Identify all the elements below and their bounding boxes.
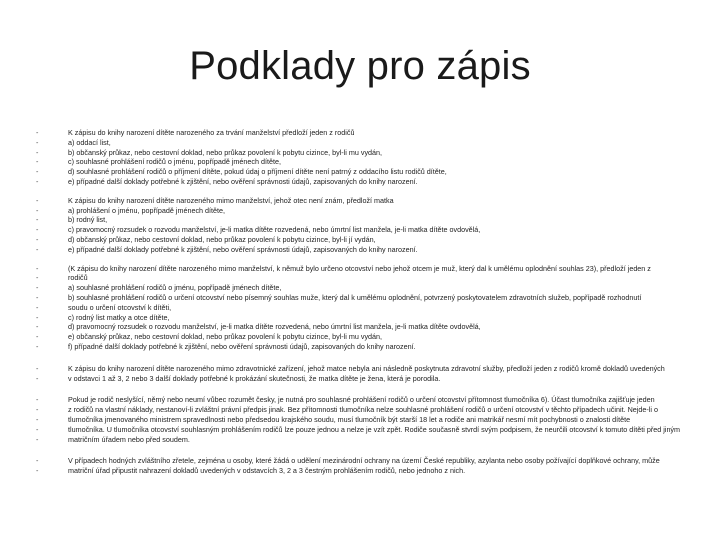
bullet-dash: - — [36, 234, 39, 244]
text-line — [36, 313, 692, 323]
bullet-dash: - — [36, 147, 39, 157]
line-text: matričním úřadem nebo před soudem. — [68, 434, 190, 444]
slide-content — [36, 128, 692, 476]
bullet-dash: - — [36, 414, 39, 424]
text-line — [36, 332, 692, 342]
line-text: rodičů — [68, 273, 88, 283]
line-text: soudu o určení otcovství k dítěti, — [68, 302, 172, 312]
line-text: c) souhlasné prohlášení rodičů o jménu, popřípadě jménech dítěte, — [68, 157, 281, 167]
text-line — [36, 293, 692, 303]
bullet-block — [36, 395, 692, 444]
bullet-dash: - — [36, 373, 39, 383]
bullet-dash: - — [36, 322, 39, 332]
line-text: a) souhlasné prohlášení rodičů o jménu, popřípadě jménech dítěte, — [68, 283, 282, 293]
text-line — [36, 364, 692, 374]
line-text: v odstavci 1 až 3, 2 nebo 3 další doklady potřebné k prokázání skutečnosti, že matka dítěte je žena, která je porodila. — [68, 373, 441, 383]
bullet-block — [36, 456, 692, 476]
line-text: tlumočníka. U tlumočníka otcovství souhlasným prohlášením rodičů lze pouze jednou a nelze je vzít zpět. Rodiče současně stvrdí svým podpisem, že neurčili otcovství k tomuto dítěti před jiným — [68, 424, 681, 434]
text-line — [36, 148, 692, 158]
bullet-block — [36, 128, 692, 187]
bullet-dash: - — [36, 466, 39, 476]
bullet-dash: - — [36, 263, 39, 273]
bullet-dash: - — [36, 283, 39, 293]
line-text: K zápisu do knihy narození dítěte narozeného mimo manželství, jehož otec není znám, předloží matka — [68, 195, 394, 205]
line-text: d) pravomocný rozsudek o rozvodu manželství, je-li matka dítěte rozvedená, nebo úmrtní list manžela, je-li matka dítěte ovdovělá, — [68, 322, 481, 332]
bullet-dash: - — [36, 273, 39, 283]
line-text: c) pravomocný rozsudek o rozvodu manželství, je-li matka dítěte rozvedená, nebo úmrtní list manžela, je-li matka dítěte ovdovělá, — [68, 225, 481, 235]
bullet-dash: - — [36, 292, 39, 302]
line-text: f) případné další doklady potřebné k zjištění, nebo ověření správnosti údajů, zapisovaných do knihy narození. — [68, 341, 416, 351]
line-text: matriční úřad připustit nahrazení dokladů uvedených v odstavcích 3, 2 a 3 čestným prohlášením rodičů, nebo jednoho z nich. — [68, 466, 466, 476]
bullet-dash: - — [36, 395, 39, 405]
bullet-dash: - — [36, 405, 39, 415]
text-line — [36, 177, 692, 187]
text-line — [36, 196, 692, 206]
bullet-dash: - — [36, 205, 39, 215]
bullet-block — [36, 364, 692, 384]
bullet-dash: - — [36, 456, 39, 466]
slide-title: Podklady pro zápis — [189, 44, 531, 88]
bullet-block — [36, 264, 692, 352]
text-line — [36, 405, 692, 415]
line-text: V případech hodných zvláštního zřetele, zejména u osoby, které žádá o udělení mezinárodní ochrany na území České republiky, azylanta nebo osoby požívající doplňkové ochrany, může — [68, 456, 660, 466]
bullet-dash: - — [36, 195, 39, 205]
text-line — [36, 374, 692, 384]
line-text: Pokud je rodič neslyšící, němý nebo neumí vůbec rozumět česky, je nutná pro souhlasné prohlášení rodičů o určení otcovství přítomnost tlumočníka 6). Účast tlumočníka zajišťuje jeden — [68, 395, 655, 405]
text-line — [36, 245, 692, 255]
line-text: b) rodný list, — [68, 215, 108, 225]
bullet-dash: - — [36, 341, 39, 351]
text-line — [36, 167, 692, 177]
block-spacer — [36, 444, 692, 456]
text-line — [36, 425, 692, 435]
block-spacer — [36, 352, 692, 364]
line-text: K zápisu do knihy narození dítěte narozeného za trvání manželství předloží jeden z rodičů — [68, 128, 355, 137]
bullet-dash: - — [36, 302, 39, 312]
block-spacer — [36, 255, 692, 264]
text-line — [36, 456, 692, 466]
block-spacer — [36, 383, 692, 395]
line-text: e) případné další doklady potřebné k zjištění, nebo ověření správnosti údajů, zapisovaných do knihy narození. — [68, 244, 418, 254]
line-text: a) oddací list, — [68, 137, 111, 147]
line-text: z rodičů na vlastní náklady, nestanoví-li zvláštní právní předpis jinak. Bez přítomnosti tlumočníka nelze souhlasné prohlášení rodičů o určení otcovství v těchto případech učinit. Nejde-li o — [68, 405, 658, 415]
text-line — [36, 395, 692, 405]
bullet-dash: - — [36, 176, 39, 186]
line-text: e) případné další doklady potřebné k zjištění, nebo ověření správnosti údajů, zapisovaných do knihy narození. — [68, 176, 418, 186]
text-line — [36, 283, 692, 293]
text-line — [36, 157, 692, 167]
bullet-dash: - — [36, 167, 39, 177]
text-line — [36, 435, 692, 445]
bullet-block — [36, 196, 692, 255]
line-text: a) prohlášení o jménu, popřípadě jménech dítěte, — [68, 205, 226, 215]
bullet-dash: - — [36, 157, 39, 167]
text-line — [36, 215, 692, 225]
bullet-dash: - — [36, 137, 39, 147]
bullet-dash: - — [36, 128, 39, 137]
bullet-dash: - — [36, 312, 39, 322]
text-line — [36, 415, 692, 425]
bullet-dash: - — [36, 424, 39, 434]
bullet-dash: - — [36, 225, 39, 235]
bullet-dash: - — [36, 434, 39, 444]
bullet-dash: - — [36, 244, 39, 254]
text-line — [36, 322, 692, 332]
line-text: tlumočníka jmenovaného ministrem spravedlnosti nebo předsedou krajského soudu, musí tlumočník být starší 18 let a rodiče ani matrikář nesmí mít pochybnosti o znalosti dítěte — [68, 414, 631, 424]
line-text: d) občanský průkaz, nebo cestovní doklad, nebo průkaz povolení k pobytu cizince, byl-li jí vydán, — [68, 234, 376, 244]
line-text: d) souhlasné prohlášení rodičů o příjmení dítěte, pokud údaj o příjmení dítěte není patrný z oddacího listu rodičů dítěte, — [68, 167, 447, 177]
line-text: e) občanský průkaz, nebo cestovní doklad, nebo průkaz povolení k pobytu cizince, byl-li mu vydán, — [68, 332, 383, 342]
text-line — [36, 264, 692, 274]
bullet-dash: - — [36, 215, 39, 225]
text-line — [36, 138, 692, 148]
line-text: c) rodný list matky a otce dítěte, — [68, 312, 170, 322]
text-line — [36, 235, 692, 245]
line-text: K zápisu do knihy narození dítěte narozeného mimo zdravotnické zařízení, jehož matce nebyla ani následně poskytnuta zdravotní služby, předloží jeden z rodičů kromě dokladů uvedených — [68, 363, 665, 373]
line-text: (K zápisu do knihy narození dítěte narozeného mimo manželství, k němuž bylo určeno otcovství nebo jehož otcem je muž, který dal k umělému oplodnění souhlas 23), předloží jeden z — [68, 263, 651, 273]
text-line — [36, 466, 692, 476]
line-text: b) souhlasné prohlášení rodičů o určení otcovství nebo písemný souhlas muže, který dal k umělému oplodnění, potvrzený poskytovatelem zdravotních služeb, popřípadě rozhodnutí — [68, 292, 642, 302]
text-line — [36, 342, 692, 352]
text-line — [36, 303, 692, 313]
text-line — [36, 273, 692, 283]
bullet-dash: - — [36, 332, 39, 342]
bullet-dash: - — [36, 363, 39, 373]
text-line — [36, 206, 692, 216]
line-text: b) občanský průkaz, nebo cestovní doklad, nebo průkaz povolení k pobytu cizince, byl-li mu vydán, — [68, 147, 383, 157]
block-spacer — [36, 187, 692, 196]
text-line — [36, 128, 692, 138]
text-line — [36, 225, 692, 235]
